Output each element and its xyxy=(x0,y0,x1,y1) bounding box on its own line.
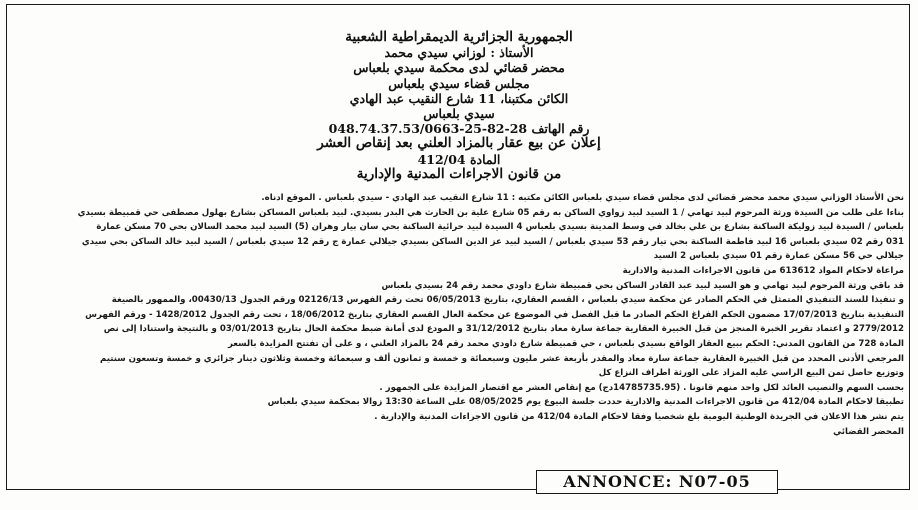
body-line: يتم نشر هذا الاعلان في الجريدة الوطنية اليومية بلغ شخصيا وفقا لاحكام المادة 412/04 من قانون الاجراءات المدنية والإدارية . xyxy=(374,411,904,422)
body-line: جيلالي حي 56 مسكن عمارة رقم 01 سيدي بلعباس 2 السيد xyxy=(653,251,904,262)
notice-article: المادة 412/04 xyxy=(417,151,501,167)
body-line: بلعباس / السيدة لبيد زوليكة الساكنة بشارع بن علي بخالد في وسط المدينة بسيدي بلعباس 4 السيدة لبيد حرائية الساكنة بحي سان بيار وهران (5) السيد لبيد محمد السالان بحي 70 مسكن عمارة xyxy=(96,222,904,233)
header-office-address: الكائن مكتبنا، 11 شارع النقيب عبد الهادي xyxy=(349,90,569,106)
notice-body xyxy=(14,191,904,439)
body-line: بناءا على طلب من السيدة ورثة المرحوم لبيد تهامي / 1 السيد لبيد زواوي الساكن به رقم 05 شارع علية بن الحارث هي البدر بسيدي. لبيد بلعباس المساكن بشارع بهلول مصطفى حي قمبيطة بسيدي xyxy=(77,207,904,218)
body-line: المرجعي الأدنى المحدد من قبل الخبيرة العقارية جماعة سارة معاد والمقدر بأربعة عشر مليون وسبعمائة و خمسة و ثمانون ألف و سبعمائة وخمسة وثلاثون دينار جزائري و خمسة وتسعون سنتيم xyxy=(99,353,904,364)
signature-line: المحضر القضائي xyxy=(833,426,904,437)
body-line: المادة 728 من القانون المدني: الحكم ببيع العقار الواقع بسيدي بلعباس ، حي قمبيطة شارع داودي محمد رقم 24 بالمزاد العلني ، و على أن تفتتح المزايدة بالسعر xyxy=(227,338,904,349)
body-line: و تنفيذا للسند التنفيذي المتمثل في الحكم الصادر عن محكمة سيدي بلعباس ، القسم العقاري، بتاريخ 06/05/2013 تحت رقم الفهرس 02126/13 ورقم الجدول 00430/13، والممهور بالصيغة xyxy=(111,295,904,306)
body-line: قد باقي ورثة المرحوم لبيد تهامي و هو السيد لبيد عبد القادر الساكن بحي قمبيطة شارع داودي محمد رقم 24 بسيدي بلعباس xyxy=(381,280,904,291)
body-line: التنفيذية بتاريخ 17/07/2013 مضمون الحكم الفراغ الحكم الصادر ما قبل الفصل في الموضوع عن محكمة العال القسم العقاري بتاريخ 18/06/2012 ، تحت رقم الجدول 1428/2012 - ورقم الفهرس xyxy=(85,309,904,320)
body-line: وتوزيع حاصل ثمن البيع الراسي عليه المزاد على الورثة اطراف النزاع كل xyxy=(598,368,904,379)
notice-title: إعلان عن بيع عقار بالمزاد العلني بعد إنقاص العشر xyxy=(317,135,601,152)
header-phone: رقم الهاتف 28-82-25-048.74.37.53/0663 xyxy=(328,121,590,137)
notice-law: من قانون الاجراءات المدنية والإدارية xyxy=(356,165,562,182)
body-line: بحسب السهم والنصيب العائد لكل واحد منهم قانونا . (14785735.95دج) مع إنقاص العشر مع اقتصار المزايدة على الجمهور . xyxy=(379,382,904,393)
body-line: 2779/2012 و اعتماد تقرير الخبرة المنجز من قبل الخبيرة العقارية جماعة سارة معاد بتاريخ 31/12/2012 و المودع لدى أمانة ضبط محكمة الحال بتاريخ 03/01/2013 و بالنتيجة واستنادا إلى نص xyxy=(103,324,904,335)
header-bailiff-name: الأستاذ : لوزاني سيدي محمد xyxy=(384,45,534,61)
header-country: الجمهورية الجزائرية الديمقراطية الشعبية xyxy=(345,29,573,45)
body-line: مراعاة لاحكام المواد 613612 من قانون الاجراءات المدنية والادارية xyxy=(622,265,904,276)
header-council: مجلس قضاء سيدي بلعباس xyxy=(388,75,530,91)
body-line: نحن الأستاذ الوزاني سيدي محمد محضر قضائي لدى مجلس قضاء سيدي بلعباس الكائن مكتبه : 11 شارع النقيب عبد الهادي - سيدي بلعباس . الموقع ادناه. xyxy=(261,193,904,203)
header-city: سيدي بلعباس xyxy=(423,106,495,122)
header-court: محضر قضائي لدى محكمة سيدي بلعباس xyxy=(353,60,565,76)
body-line: تطبيقا لاحكام المادة 412/04 من قانون الاجراءات المدنية والادارية حددت جلسة البيوع يوم 08/05/2025 على الساعة 13:30 زوالا بمحكمة سيدي بلعباس xyxy=(267,397,904,408)
notice-header xyxy=(0,30,918,182)
annonce-number-box: ANNONCE: N07-05 xyxy=(536,470,778,494)
body-line: 031 رقم 02 سيدي بلعباس 16 لبيد فاطمة الساكنة بحي تيار رقم 53 سيدي بلعباس / السيد لبيد عز الدين الساكن بسيدي جيلالي عمارة ج رقم 12 سيدي بلعباس / السيد لبيد خالد الساكن بحي سيدي xyxy=(81,236,904,247)
